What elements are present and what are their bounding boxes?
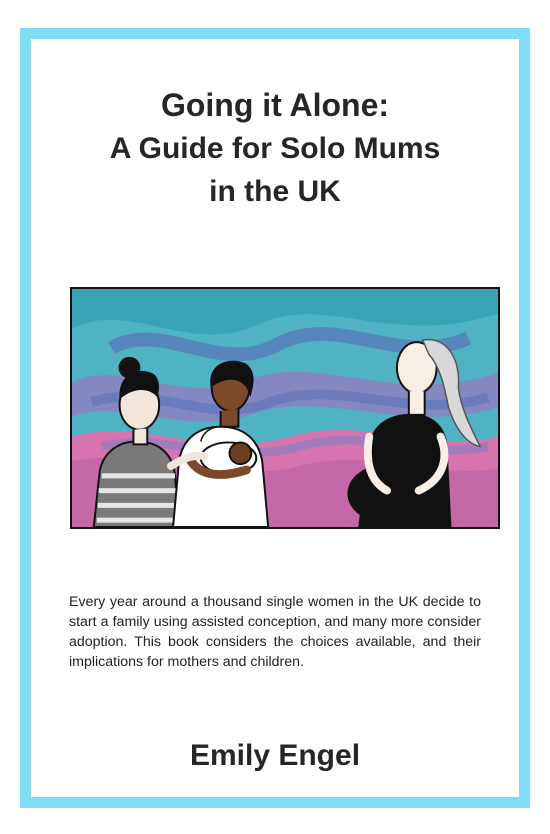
three-women-illustration-icon (72, 289, 498, 527)
title-line-3: in the UK (209, 175, 341, 208)
title-line-2: A Guide for Solo Mums (109, 132, 441, 165)
book-blurb: Every year around a thousand single women in the UK decide to start a family using assisted conception, and many more consider adoption. This book considers the choices available, and their implications for mothers and children. (69, 594, 481, 670)
cover-illustration (70, 287, 500, 529)
book-title (31, 84, 519, 213)
book-cover (20, 28, 530, 808)
author-name: Emily Engel (189, 739, 361, 772)
title-line-1: Going it Alone: (160, 87, 390, 123)
